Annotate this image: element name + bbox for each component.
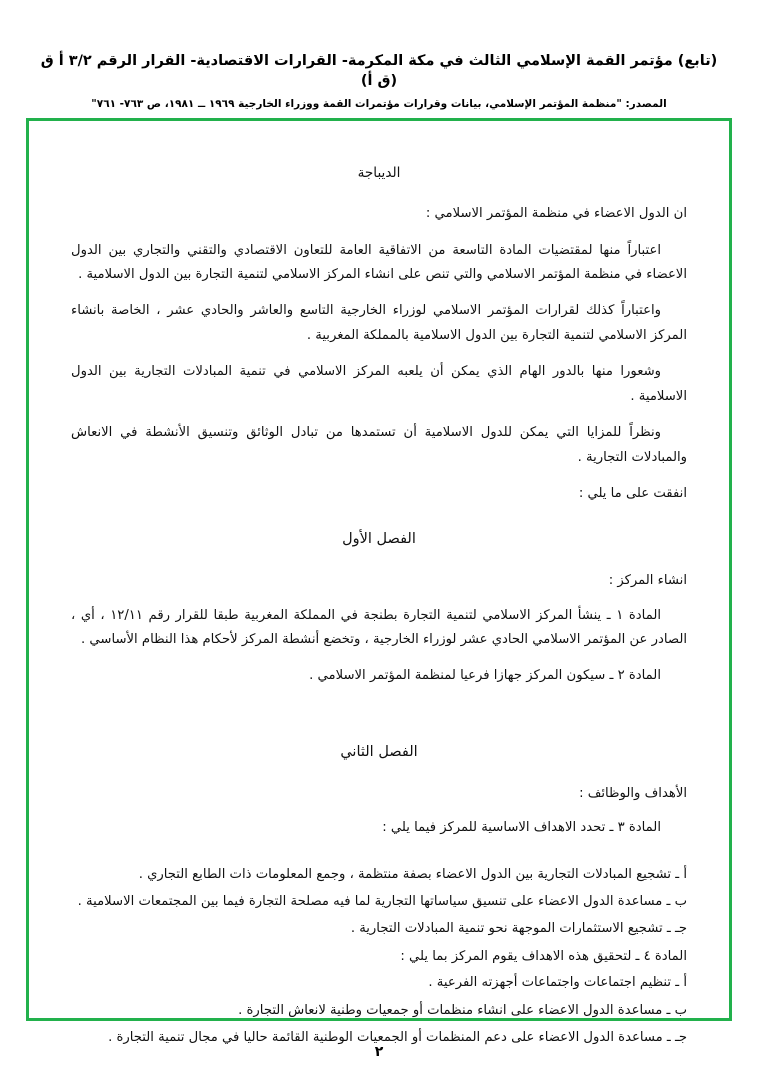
chapter-two-title: الفصل الثاني [340,743,418,760]
preamble-paragraph-2: واعتباراً كذلك لقرارات المؤتمر الاسلامي لوزراء الخارجية التاسع والعاشر والحادي عشر ، الخاصة بانشاء المركز الاسلامي لتنمية التجارة بين الدول الاسلامية بالمملكة المغربية . [71,303,687,343]
chapter-one-article-1: المادة ١ ـ ينشأ المركز الاسلامي لتنمية التجارة بطنجة في المملكة المغربية طبقا للقرار رقم ١٢/١١ ، أي ، الصادر عن المؤتمر الاسلامي الحادي عشر لوزراء الخارجية ، وتخضع أنشطة المركز لأحكام هذا النظام الأساسي . [71,607,687,648]
article-four-item-b: ب ـ مساعدة الدول الاعضاء على انشاء منظمات أو جمعيات وطنية لانعاش التجارة . [238,1002,687,1018]
article-three-item-a: أ ـ تشجيع المبادلات التجارية بين الدول الاعضاء بصفة منتظمة ، وجمع المعلومات ذات الطابع التجاري . [138,866,687,882]
article-four-items [71,971,687,1050]
chapter-one-title: الفصل الأول [342,531,416,548]
article-four-item-a: أ ـ تنظيم اجتماعات واجتماعات أجهزته الفرعية . [428,975,687,991]
preamble-intro: ان الدول الاعضاء في منظمة المؤتمر الاسلامي : [425,206,687,222]
preamble-paragraph-4: ونظراً للمزايا التي يمكن للدول الاسلامية أن تستمدها من تبادل الوثائق وتنسيق الأنشطة في الانعاش والمبادلات التجارية . [71,425,687,465]
article-three-items [71,863,687,942]
article-three-item-c: جـ ـ تشجيع الاستثمارات الموجهة نحو تنمية المبادلات التجارية . [350,921,687,937]
chapter-one-subtitle: انشاء المركز : [608,573,687,589]
agreement-line: انفقت على ما يلي : [578,485,687,501]
chapter-two-subtitle: الأهداف والوظائف : [579,785,687,801]
preamble-paragraph-1: اعتباراً منها لمقتضيات المادة التاسعة من الاتفاقية العامة للتعاون الاقتصادي والتقني والتجاري بين الدول الاعضاء في منظمة المؤتمر الاسلامي والتي تنص على انشاء المركز الاسلامي لتنمية التجارة بين الدول الاسلامية . [71,242,687,282]
content-frame [26,118,732,1046]
preamble-paragraph-3: وشعورا منها بالدور الهام الذي يمكن أن يلعبه المركز الاسلامي في تنمية المبادلات التجارية بين الدول الاسلامية . [71,364,687,404]
header-title: (تابع) مؤتمر القمة الإسلامي الثالث في مكة المكرمة- القرارات الاقتصادية- القرار الرقم ٣/٢ أ ق (ق أ) [40,53,718,89]
page-header [0,52,758,112]
document-body [71,161,687,1046]
article-three-item-b: ب ـ مساعدة الدول الاعضاء على تنسيق سياساتها التجارية لما فيه مصلحة التجارة فيما بين المجتمعات الاسلامية . [77,893,687,909]
chapter-one-article-2: المادة ٢ ـ سيكون المركز جهازا فرعيا لمنظمة المؤتمر الاسلامي . [309,668,661,684]
article-four-item-c: جـ ـ مساعدة الدول الاعضاء على دعم المنظمات أو الجمعيات الوطنية القائمة حاليا في مجال تنمية التجارة . [108,1030,687,1046]
page-number: ٢ [374,1044,384,1060]
preamble-title: الديباجة [357,165,401,181]
article-four-intro: المادة ٤ ـ لتحقيق هذه الاهداف يقوم المركز بما يلي : [400,948,687,964]
article-three-intro: المادة ٣ ـ تحدد الاهداف الاساسية للمركز فيما يلي : [382,820,661,836]
header-source-citation: المصدر: "منظمة المؤتمر الإسلامي، بيانات وقرارات مؤتمرات القمة ووزراء الخارجية ١٩٦٩ ــ ١٩٨١، ص ٧٦٣- ٧٦١" [91,98,667,111]
